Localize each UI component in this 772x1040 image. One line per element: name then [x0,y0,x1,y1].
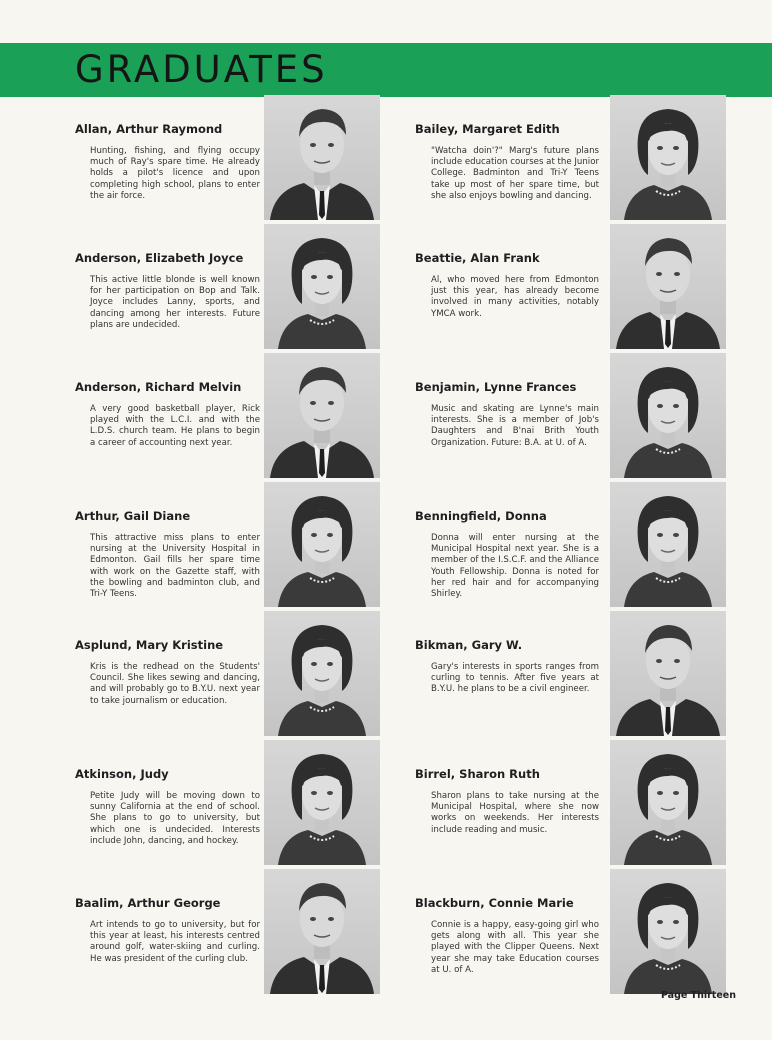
right-column [412,95,734,998]
graduate-bio: A very good basketball player, Rick played with the L.C.I. and with the L.D.S. church team. He plans to begin a career of accounting next year. [90,404,260,448]
graduate-name: Anderson, Elizabeth Joyce [75,251,244,265]
left-column [72,95,382,998]
graduate-name: Benningfield, Donna [415,509,547,523]
graduate-entry [412,224,734,353]
page-title: GRADUATES [75,48,328,91]
graduate-name: Asplund, Mary Kristine [75,638,224,652]
graduate-entry [72,224,382,353]
graduate-name: Atkinson, Judy [75,767,169,781]
graduate-bio: Sharon plans to take nursing at the Municipal Hospital, where she now works on weekends. Her interests include reading and music. [431,791,599,835]
student-portrait-male [264,869,380,994]
graduate-name: Blackburn, Connie Marie [415,896,574,910]
graduate-entry [412,611,734,740]
graduate-bio: Petite Judy will be moving down to sunny California at the end of school. She plans to go to university, but which one is undecided. Interests include John, dancing, and hockey. [90,791,260,846]
student-portrait-female [610,740,726,865]
graduate-bio: Connie is a happy, easy-going girl who gets along with all. This year she played with the Clipper Queens. Next year she may take Education courses at U. of A. [431,920,599,975]
student-portrait-female [264,224,380,349]
graduate-entry [72,95,382,224]
graduate-name: Birrel, Sharon Ruth [415,767,540,781]
student-portrait-female [264,482,380,607]
graduate-bio: This active little blonde is well known for her participation on Bop and Talk. Joyce includes Lanny, sports, and dancing among her interests. Future plans are undecided. [90,275,260,330]
graduate-bio: Gary's interests in sports ranges from curling to tennis. After five years at B.Y.U. he plans to be a civil engineer. [431,662,599,695]
student-portrait-female [610,482,726,607]
student-portrait-male [264,95,380,220]
graduate-bio: Al, who moved here from Edmonton just this year, has already become involved in many activities, notably YMCA work. [431,275,599,319]
graduate-bio: Donna will enter nursing at the Municipal Hospital next year. She is a member of the I.S.C.F. and the Alliance Youth Fellowship. Donna is noted for her red hair and for accompanying Shirley. [431,533,599,600]
graduate-entry [412,353,734,482]
graduate-bio: "Watcha doin'?" Marg's future plans include education courses at the Junior College. Badminton and Tri-Y Teens take up most of her spare time, but she also enjoys bowling and dancing. [431,146,599,201]
graduate-entry [72,482,382,611]
student-portrait-female [264,740,380,865]
graduate-entry [412,482,734,611]
graduate-name: Bikman, Gary W. [415,638,523,652]
graduate-bio: Music and skating are Lynne's main interests. She is a member of Job's Daughters and B'nai Brith Youth Organization. Future: B.A. at U. of A. [431,404,599,448]
page-number: Page Thirteen [660,990,736,1001]
graduate-entry [72,740,382,869]
graduate-bio: This attractive miss plans to enter nursing at the University Hospital in Edmonton. Gail fills her spare time with work on the Gazette staff, with the bowling and badminton club, and Tri-Y Teens. [90,533,260,600]
graduate-name: Benjamin, Lynne Frances [415,380,577,394]
student-portrait-male [264,353,380,478]
student-portrait-female [264,611,380,736]
graduate-name: Baalim, Arthur George [75,896,221,910]
student-portrait-female [610,869,726,994]
graduate-entry [72,869,382,998]
graduate-name: Anderson, Richard Melvin [75,380,242,394]
graduate-bio: Kris is the redhead on the Students' Council. She likes sewing and dancing, and will probably go to B.Y.U. next year to take journalism or education. [90,662,260,706]
graduate-entry [72,353,382,482]
graduate-bio: Art intends to go to university, but for this year at least, his interests centred around golf, water-skiing and curling. He was president of the curling club. [90,920,260,964]
graduate-entry [72,611,382,740]
graduate-name: Beattie, Alan Frank [415,251,540,265]
graduate-entry [412,869,734,998]
student-portrait-male [610,611,726,736]
student-portrait-female [610,353,726,478]
graduate-entry [412,95,734,224]
graduate-entry [412,740,734,869]
student-portrait-male [610,224,726,349]
graduate-bio: Hunting, fishing, and flying occupy much of Ray's spare time. He already holds a pilot's licence and upon completing high school, plans to enter the air force. [90,146,260,201]
graduate-name: Bailey, Margaret Edith [415,122,560,136]
graduate-name: Allan, Arthur Raymond [75,122,223,136]
student-portrait-female [610,95,726,220]
graduate-name: Arthur, Gail Diane [75,509,191,523]
